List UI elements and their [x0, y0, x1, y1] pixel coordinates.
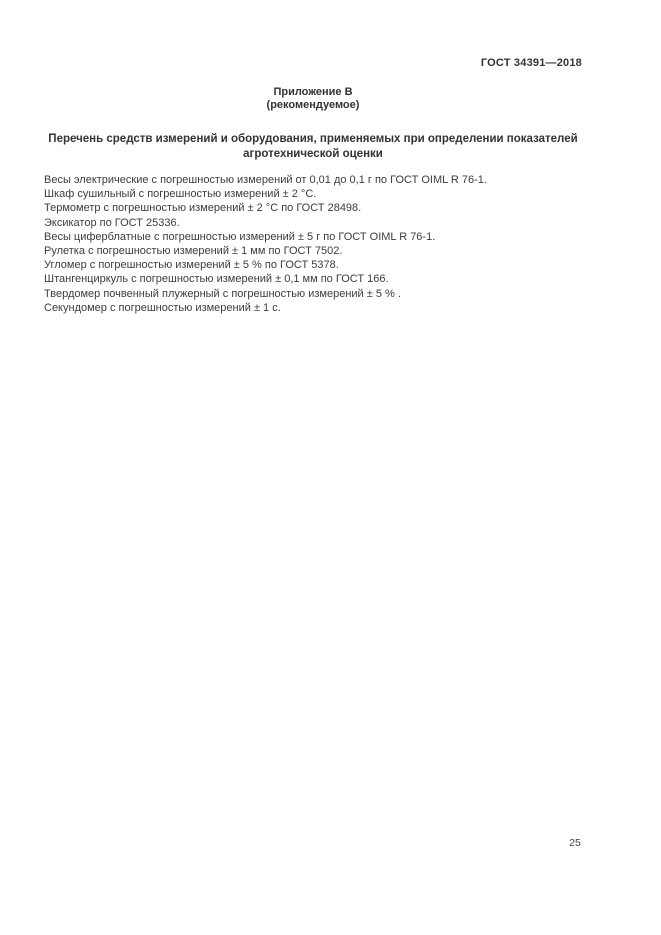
list-item: Эксикатор по ГОСТ 25336.	[44, 216, 180, 229]
list-item: Весы электрические с погрешностью измерений от 0,01 до 0,1 г по ГОСТ OIML R 76-1.	[44, 174, 487, 186]
page-number: 25	[569, 837, 581, 849]
list-item: Угломер с погрешностью измерений ± 5 % по ГОСТ 5378.	[44, 259, 339, 272]
appendix-subtitle: (рекомендуемое)	[266, 99, 360, 111]
list-item: Штангенциркуль с погрешностью измерений ± 0,1 мм по ГОСТ 166.	[44, 273, 389, 286]
list-item: Секундомер с погрешностью измерений ± 1 с.	[44, 301, 281, 314]
list-item: Термометр с погрешностью измерений ± 2 °С по ГОСТ 28498.	[44, 202, 362, 215]
appendix-block	[44, 86, 582, 112]
list-item: Шкаф сушильный с погрешностью измерений ± 2 °С.	[44, 188, 317, 201]
document-heading: Перечень средств измерений и оборудования, применяемых при определении показателей агротехнической оценки	[48, 133, 578, 160]
list-item: Весы циферблатные с погрешностью измерений ± 5 г по ГОСТ OIML R 76-1.	[44, 230, 436, 243]
instrument-list	[44, 173, 604, 315]
list-item: Твердомер почвенный плужерный с погрешностью измерений ± 5 % .	[44, 287, 401, 300]
appendix-title: Приложение В	[273, 86, 353, 98]
list-item: Рулетка с погрешностью измерений ± 1 мм по ГОСТ 7502.	[44, 245, 343, 258]
standard-number-header: ГОСТ 34391—2018	[480, 57, 582, 69]
